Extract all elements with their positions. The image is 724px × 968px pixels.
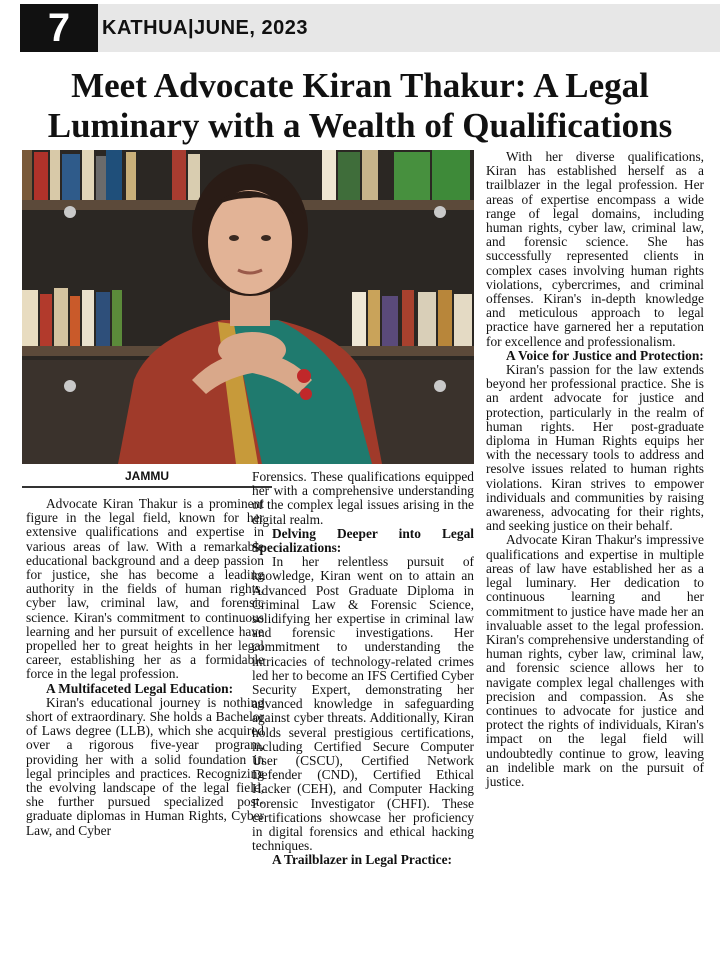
article-column-2 (252, 470, 474, 868)
paragraph: Kiran's educational journey is nothing short of extraordinary. She holds a Bachelor of Laws degree (LLB), which she acquired over a rigorous five-year program, providing her with a solid foundation in legal principles and practices. Recognizing the evolving landscape of the legal field, she further pursued specialized post-graduate diplomas in Human Rights, Cyber Law, and Cyber (26, 694, 264, 838)
byline-location: JAMMU (22, 466, 272, 488)
paragraph: Advocate Kiran Thakur's impressive qualifications and expertise in multiple areas of law have established her as a legal luminary. Her dedication to continuous learning and her commitment to justice have made her an invaluable asset to the legal profession. Kiran's comprehensive understanding of human rights, cyber law, criminal law, and forensic science allows her to navigate complex legal challenges with precision and compassion. As she continues to advocate for justice and protect the rights of individuals, Kiran's impact on the legal field will undoubtedly continue to grow, leaving an indelible mark on the pursuit of justice. (486, 532, 704, 789)
article-column-3 (486, 150, 704, 789)
page-number: 7 (20, 4, 98, 52)
subheading: A Trailblazer in Legal Practice: (272, 852, 452, 868)
page-header (20, 4, 720, 52)
paragraph: With her diverse qualifications, Kiran has established herself as a trailblazer in the legal profession. Her areas of expertise encompass a wide range of legal domains, including human rights, cyber law, criminal law, and forensic science. She has successfully represented clients in complex cases involving human rights violations, cybercrimes, and criminal offenses. Kiran's in-depth knowledge and meticulous approach to legal practice have garnered her a reputation for excellence and professionalism. (486, 149, 704, 349)
paragraph: Advocate Kiran Thakur is a prominent figure in the legal field, known for her extensive qualifications and expertise in various areas of law. With a remarkable educational background and a deep passion for justice, she has become a leading authority in the fields of human rights, cyber law, criminal law, and forensic science. Kiran's commitment to continuous learning and her pursuit of excellence have propelled her to great heights in her legal career, establishing her as a formidable force in the legal profession. (26, 496, 264, 682)
headline-line-2: Luminary with a Wealth of Qualifications (47, 106, 673, 145)
subheading: A Multifaceted Legal Education: (46, 680, 234, 696)
subheading: Delving Deeper into Legal Specializations: (252, 525, 474, 556)
paragraph: Forensics. These qualifications equipped her with a comprehensive understanding of the complex legal issues arising in the digital realm. (252, 469, 474, 527)
headline-line-1: Meet Advocate Kiran Thakur: A Legal (71, 66, 649, 105)
article-column-1 (26, 497, 264, 838)
portrait-photo (22, 150, 474, 464)
subheading: A Voice for Justice and Protection: (506, 347, 704, 363)
article-headline (20, 66, 700, 146)
paragraph: In her relentless pursuit of knowledge, Kiran went on to attain an Advanced Post Graduate Diploma in Criminal Law & Forensic Science, solidifying her expertise in criminal law and forensic investigations. Her commitment to understanding the intricacies of technology-related crimes led her to become an IFS Certified Cyber Security Expert, demonstrating her advanced knowledge in safeguarding against cyber threats. Additionally, Kiran holds several prestigious certifications, including Certified Secure Computer User (CSCU), Certified Network Defender (CND), Certified Ethical Hacker (CEH), and Computer Hacking Forensic Investigator (CHFI). These certifications showcase her proficiency in digital forensics and ethical hacking techniques. (252, 554, 474, 854)
paragraph: Kiran's passion for the law extends beyond her professional practice. She is an ardent advocate for justice and protection, particularly in the realm of human rights. Her post-graduate diploma in Human Rights equips her with the necessary tools to address and resolve issues related to human rights violations. Kiran strives to empower individuals and communities by raising awareness, advocating for their rights, and seeking justice on their behalf. (486, 362, 704, 534)
edition-dateline: KATHUA|JUNE, 2023 (102, 16, 308, 39)
